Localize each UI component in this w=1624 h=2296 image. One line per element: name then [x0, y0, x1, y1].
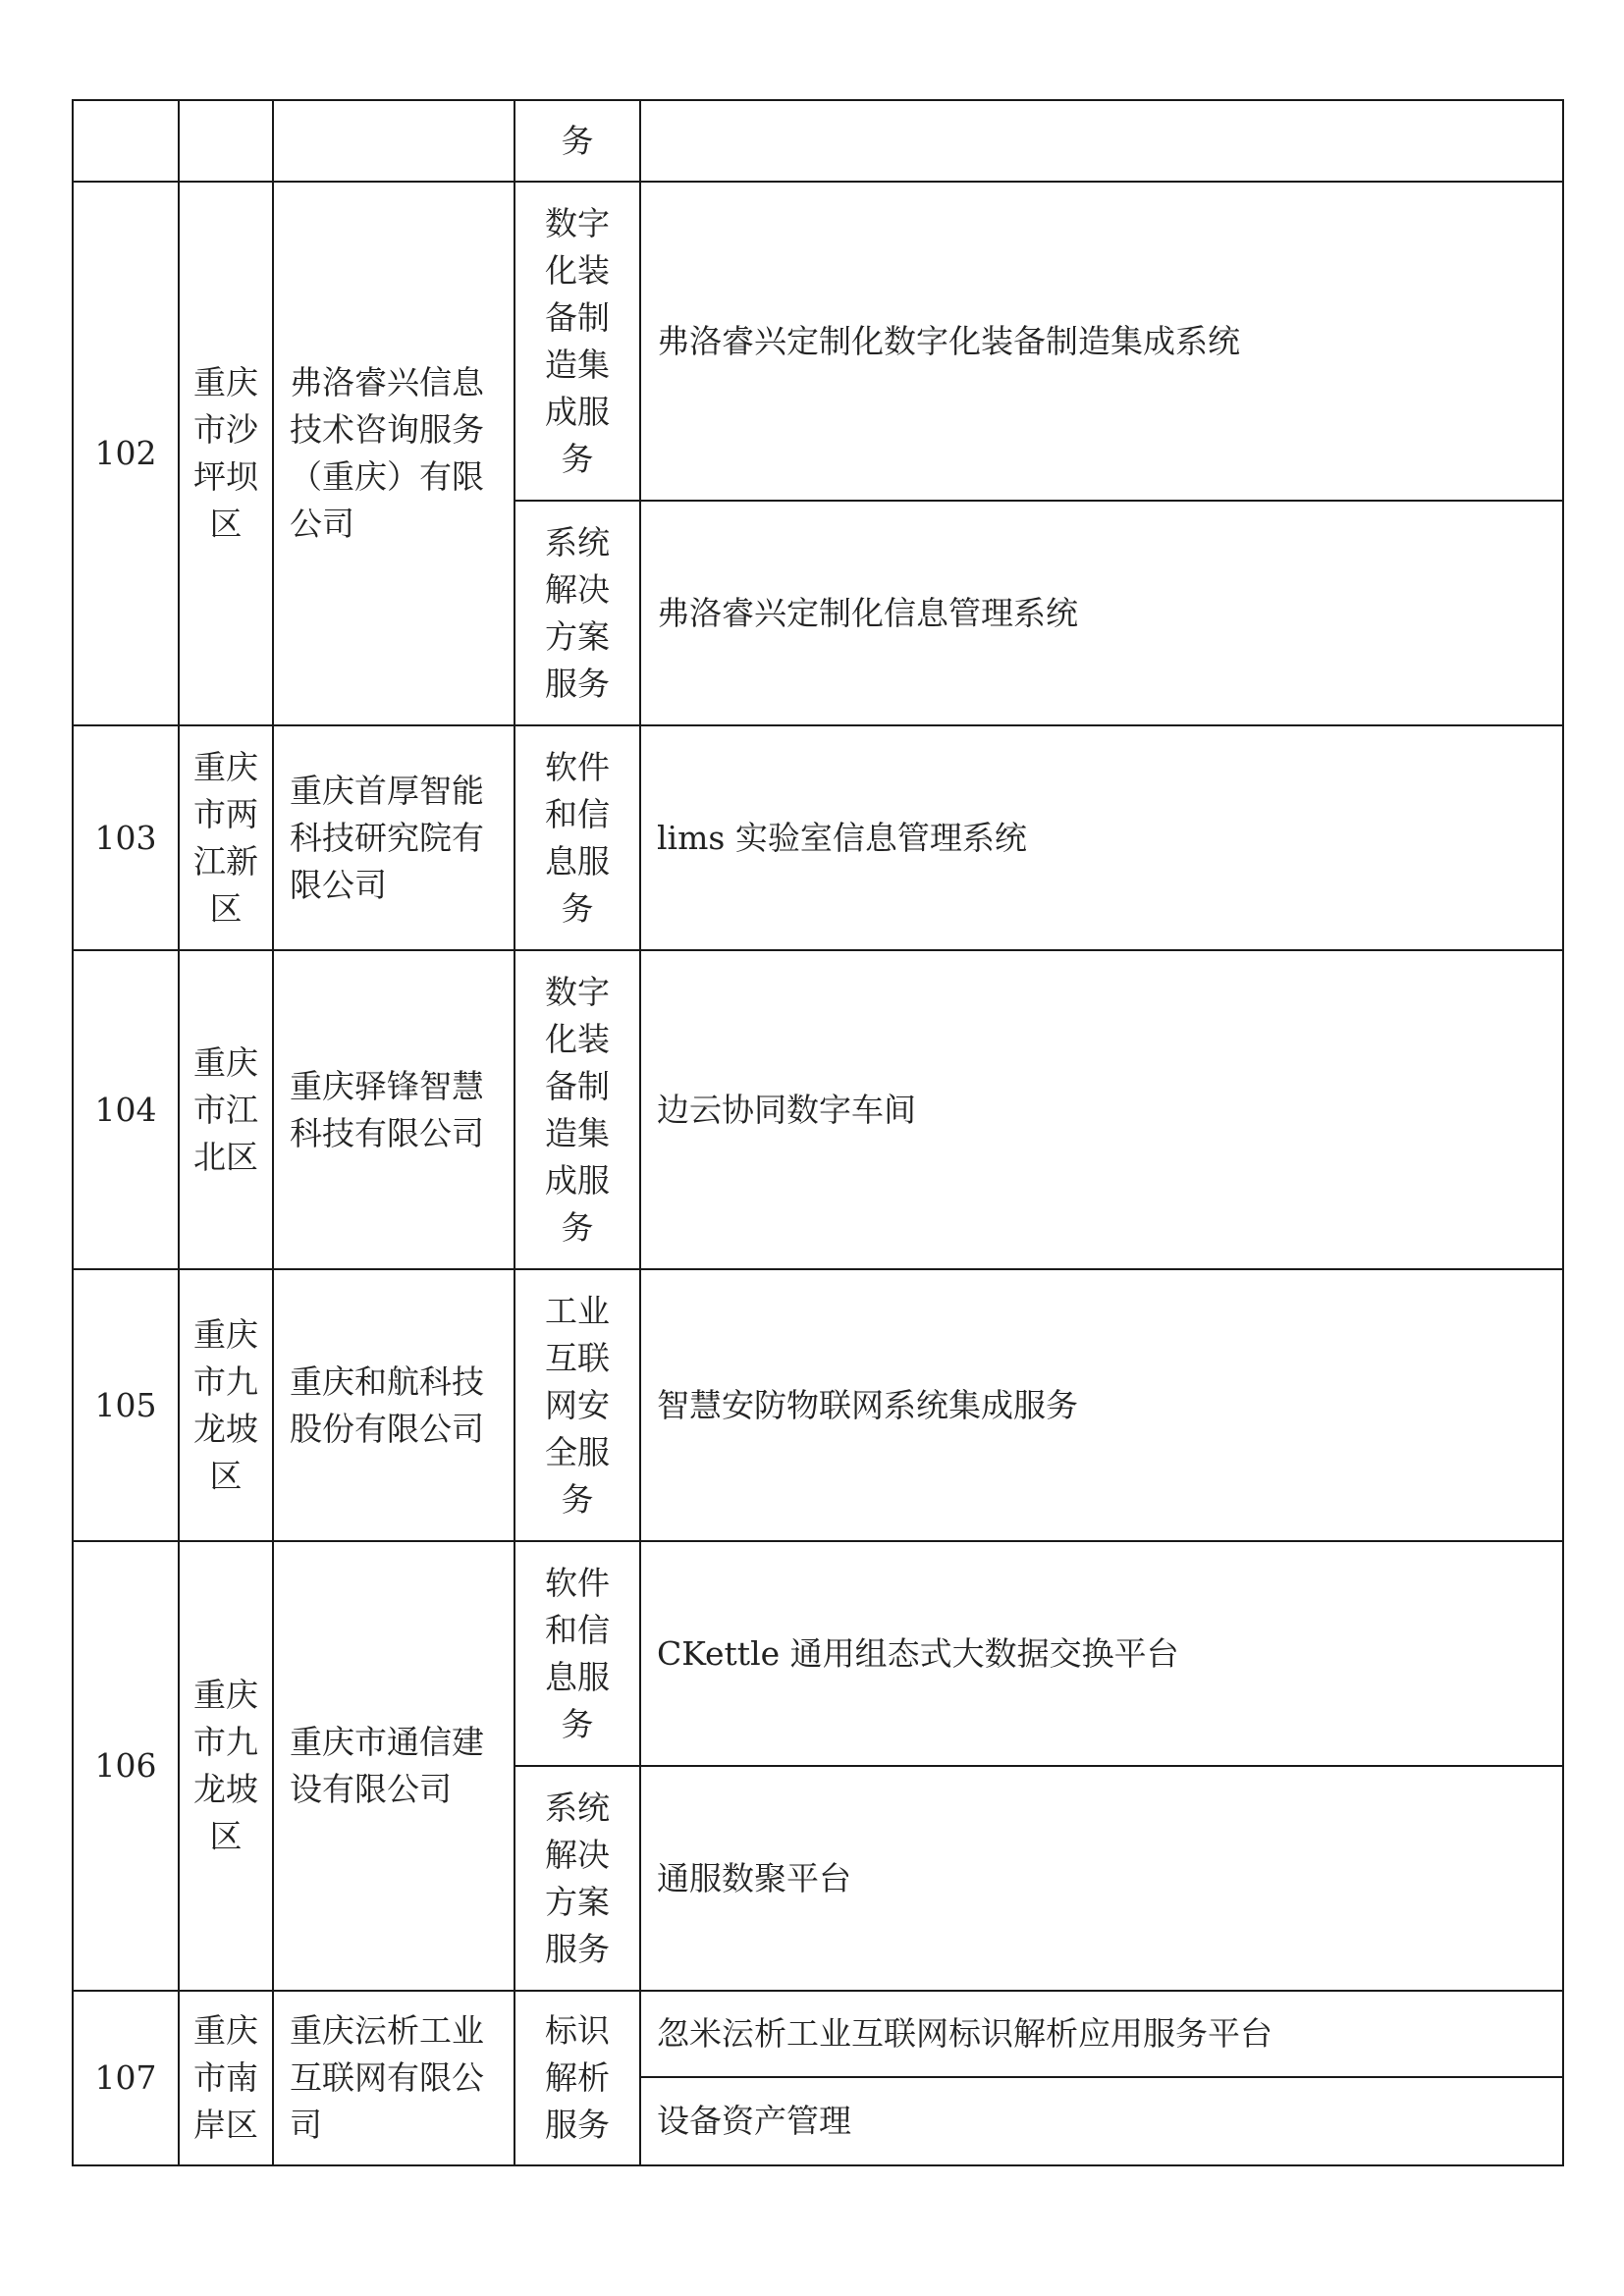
org-cell	[273, 182, 514, 725]
product-cell: CKettle 通用组态式大数据交换平台	[640, 1541, 1563, 1766]
table-row	[73, 1541, 1563, 1766]
district-text: 重庆市九龙坡区	[193, 1676, 258, 1855]
service-type-cell	[514, 182, 640, 501]
org-name: 重庆沄析工业互联网有限公司	[290, 2011, 484, 2144]
district-text: 重庆市江北区	[193, 1042, 258, 1176]
product-cell: 弗洛睿兴定制化数字化装备制造集成系统	[640, 182, 1563, 501]
org-cell	[273, 1269, 514, 1541]
row-number-cell: 102	[73, 182, 179, 725]
product-cell: 智慧安防物联网系统集成服务	[640, 1269, 1563, 1541]
district-text: 重庆市南岸区	[193, 2011, 258, 2144]
org-name: 重庆驿锋智慧科技有限公司	[290, 1066, 484, 1152]
product-cell: 设备资产管理	[640, 2077, 1563, 2165]
district-cell	[179, 950, 273, 1269]
service-type-text: 工业互联网安全服务	[545, 1291, 610, 1519]
service-type-cell	[514, 1269, 640, 1541]
product-cell	[640, 100, 1563, 182]
service-provider-table	[72, 99, 1564, 2166]
district-cell	[179, 1541, 273, 1991]
table-row	[73, 1269, 1563, 1541]
district-text: 重庆市九龙坡区	[193, 1314, 258, 1495]
service-type-text: 数字化装备制造集成服务	[545, 972, 610, 1247]
org-cell	[273, 100, 514, 182]
product-cell: 通服数聚平台	[640, 1766, 1563, 1991]
product-cell: 忽米沄析工业互联网标识解析应用服务平台	[640, 1991, 1563, 2077]
row-number-cell	[73, 100, 179, 182]
org-cell	[273, 1991, 514, 2165]
org-cell	[273, 725, 514, 950]
service-type-text: 数字化装备制造集成服务	[545, 203, 610, 478]
service-type-cell	[514, 501, 640, 725]
service-type-text: 软件和信息服务	[545, 1563, 610, 1743]
table-row	[73, 725, 1563, 950]
org-name: 重庆首厚智能科技研究院有限公司	[290, 771, 484, 904]
product-cell: 弗洛睿兴定制化信息管理系统	[640, 501, 1563, 725]
row-number-cell: 104	[73, 950, 179, 1269]
table-row	[73, 950, 1563, 1269]
service-type-cell	[514, 1766, 640, 1991]
district-cell	[179, 725, 273, 950]
table-row	[73, 1991, 1563, 2077]
row-number-cell: 106	[73, 1541, 179, 1991]
service-type-text: 软件和信息服务	[545, 747, 610, 928]
org-name: 弗洛睿兴信息技术咨询服务（重庆）有限公司	[290, 363, 484, 543]
service-type-text: 务	[561, 121, 594, 160]
service-type-cell	[514, 950, 640, 1269]
org-cell	[273, 1541, 514, 1991]
row-number-cell: 107	[73, 1991, 179, 2165]
district-cell	[179, 1991, 273, 2165]
service-type-text: 标识解析服务	[545, 2011, 610, 2144]
product-cell: lims 实验室信息管理系统	[640, 725, 1563, 950]
service-type-cell	[514, 725, 640, 950]
org-name: 重庆和航科技股份有限公司	[290, 1362, 484, 1448]
district-cell	[179, 182, 273, 725]
district-text: 重庆市两江新区	[193, 747, 258, 928]
service-type-cell	[514, 100, 640, 182]
row-number-cell: 103	[73, 725, 179, 950]
continued-row	[73, 100, 1563, 182]
row-number-cell: 105	[73, 1269, 179, 1541]
org-cell	[273, 950, 514, 1269]
table-row	[73, 182, 1563, 501]
service-type-text: 系统解决方案服务	[545, 1788, 610, 1968]
product-cell: 边云协同数字车间	[640, 950, 1563, 1269]
district-cell	[179, 100, 273, 182]
district-cell	[179, 1269, 273, 1541]
service-type-cell	[514, 1991, 640, 2165]
org-name: 重庆市通信建设有限公司	[290, 1723, 484, 1808]
service-type-cell	[514, 1541, 640, 1766]
district-text: 重庆市沙坪坝区	[193, 363, 258, 543]
service-type-text: 系统解决方案服务	[545, 522, 610, 703]
